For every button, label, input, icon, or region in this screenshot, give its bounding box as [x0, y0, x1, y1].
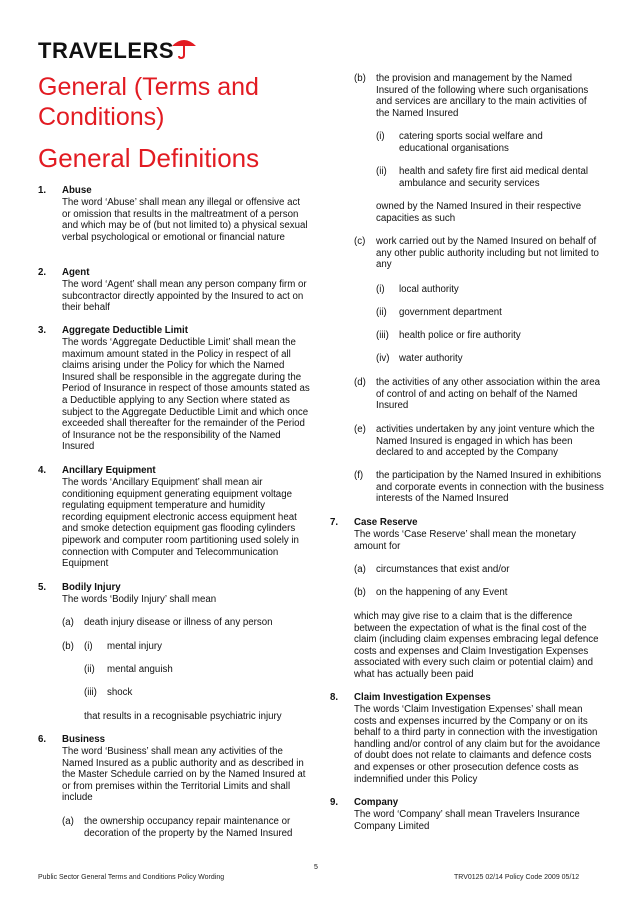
def-body: The words ‘Bodily Injury’ shall mean [62, 594, 217, 605]
item-text: circumstances that exist and/or [376, 564, 510, 575]
item-label: (ii) [376, 307, 387, 318]
item-label: (b) [354, 73, 366, 84]
item-text: death injury disease or illness of any person [84, 617, 273, 628]
item-text: mental injury [107, 641, 162, 652]
item-label: (a) [62, 617, 74, 628]
travelers-logo [38, 38, 174, 68]
page-number: 5 [314, 864, 318, 871]
def-body: The word ‘Agent’ shall mean any person company firm or subcontractor directly appointed by the Insured to act on their behalf [62, 279, 307, 314]
footer-left: Public Sector General Terms and Conditions Policy Wording [38, 874, 225, 881]
item-text: mental anguish [107, 664, 173, 675]
def-body: The words ‘Ancillary Equipment’ shall mean air conditioning equipment generating equipment voltage regulating equipment temperature and humidity recording equipment electronic access equipment heat and smoke detection equipment gas flooding cylinders pipework and computer room partitioning used solely in connection with Computer and Telecommunication Equipment [62, 477, 299, 570]
item-label: (i) [84, 641, 93, 652]
item-tail: owned by the Named Insured in their respective capacities as such [376, 201, 582, 224]
def-body: The words ‘Aggregate Deductible Limit’ shall mean the maximum amount stated in the Policy in respect of all claims arising under the Policy for which the Named Insured shall be responsible in the aggregate during the Period of Insurance in respect of those amounts stated as a Deductible applying to any Section where stated as subject to the Aggregate Deductible Limit and which once exceeded shall thereafter for the remainder of the Period of Insurance not be the responsibility of the Named Insured [62, 337, 310, 453]
item-text: government department [399, 307, 502, 318]
item-label: (iii) [84, 687, 97, 698]
def-body: The words ‘Case Reserve’ shall mean the monetary amount for [354, 529, 577, 552]
footer-right: TRV0125 02/14 Policy Code 2009 05/12 [454, 874, 580, 881]
item-label: (ii) [84, 664, 95, 675]
item-label: (b) [62, 641, 74, 652]
item-label: (iii) [376, 330, 389, 341]
def-title: Aggregate Deductible Limit [62, 325, 188, 336]
def-title: Claim Investigation Expenses [354, 692, 491, 703]
item-text: the activities of any other association within the area of control of and acting on behalf of the Named Insured [376, 377, 601, 412]
item-label: (e) [354, 424, 366, 435]
item-text: water authority [399, 353, 463, 364]
def-title: Agent [62, 267, 90, 278]
def-body: The word ‘Company’ shall mean Travelers Insurance Company Limited [354, 809, 580, 832]
item-text: the participation by the Named Insured in exhibitions and corporate events in connection with the business interests of the Named Insured [376, 470, 604, 505]
item-text: the ownership occupancy repair maintenance or decoration of the property by the Named Insured [84, 816, 293, 839]
def-number: 9. [330, 797, 339, 808]
item-text: shock [107, 687, 133, 698]
def-number: 5. [38, 582, 47, 593]
def-title: Bodily Injury [62, 582, 121, 593]
def-number: 2. [38, 267, 47, 278]
def-body: The words ‘Claim Investigation Expenses’ shall mean costs and expenses incurred by the Company or on its behalf to a third party in connection with the investigation handling and/or control of any claim but for the avoidance of doubt does not relate to claimants and defence costs and expenses or other prosecution defence costs as indemnified under this Policy [354, 704, 601, 785]
item-text: health police or fire authority [399, 330, 521, 341]
page-title: General (Terms and Conditions) [38, 73, 259, 131]
def-number: 1. [38, 185, 47, 196]
item-label: (f) [354, 470, 364, 481]
item-label: (c) [354, 236, 366, 247]
item-text: work carried out by the Named Insured on behalf of any other public authority including but not limited to any [376, 236, 599, 271]
def-title: Ancillary Equipment [62, 465, 156, 476]
item-text: health and safety fire first aid medical dental ambulance and security services [399, 166, 589, 189]
logo-text: TRAVELERS [38, 38, 175, 63]
item-label: (i) [376, 131, 385, 142]
def-number: 6. [38, 734, 47, 745]
item-text: the provision and management by the Named Insured of the following where such organisations and services are ancillary to the main activities of the Named Insured [376, 73, 589, 119]
item-label: (ii) [376, 166, 387, 177]
def-title: Abuse [62, 185, 92, 196]
item-label: (a) [62, 816, 74, 827]
item-label: (d) [354, 377, 366, 388]
def-title: Company [354, 797, 399, 808]
item-tail: that results in a recognisable psychiatric injury [84, 711, 282, 722]
section-title: General Definitions [38, 143, 260, 173]
def-number: 7. [330, 517, 339, 528]
def-title: Case Reserve [354, 517, 418, 528]
def-number: 8. [330, 692, 339, 703]
item-tail: which may give rise to a claim that is the difference between the expectation of what is the final cost of the claim (including claim expenses embracing legal defence costs and expenses and Claim Investigation Expenses associated with every such claim or potential claim) and what has actually been paid [354, 611, 599, 680]
item-label: (b) [354, 587, 366, 598]
item-text: activities undertaken by any joint venture which the Named Insured is engaged in which has been declared to and accepted by the Company [376, 424, 595, 459]
item-label: (a) [354, 564, 366, 575]
item-text: on the happening of any Event [376, 587, 508, 598]
def-body: The word ‘Business’ shall mean any activities of the Named Insured as a public authority and as described in the Master Schedule carried on by the Named Insured at or from premises within the Territorial Limits and shall include [62, 746, 306, 804]
item-text: catering sports social welfare and educational organisations [399, 131, 543, 154]
item-label: (iv) [376, 353, 390, 364]
item-label: (i) [376, 284, 385, 295]
def-number: 3. [38, 325, 47, 336]
def-body: The word ‘Abuse’ shall mean any illegal or offensive act or omission that results in the maltreatment of a person and which may be of (but not limited to) a physical sexual verbal psychological or emotional or financial nature [62, 197, 308, 243]
item-text: local authority [399, 284, 459, 295]
def-title: Business [62, 734, 106, 745]
umbrella-icon [171, 38, 197, 60]
def-number: 4. [38, 465, 47, 476]
